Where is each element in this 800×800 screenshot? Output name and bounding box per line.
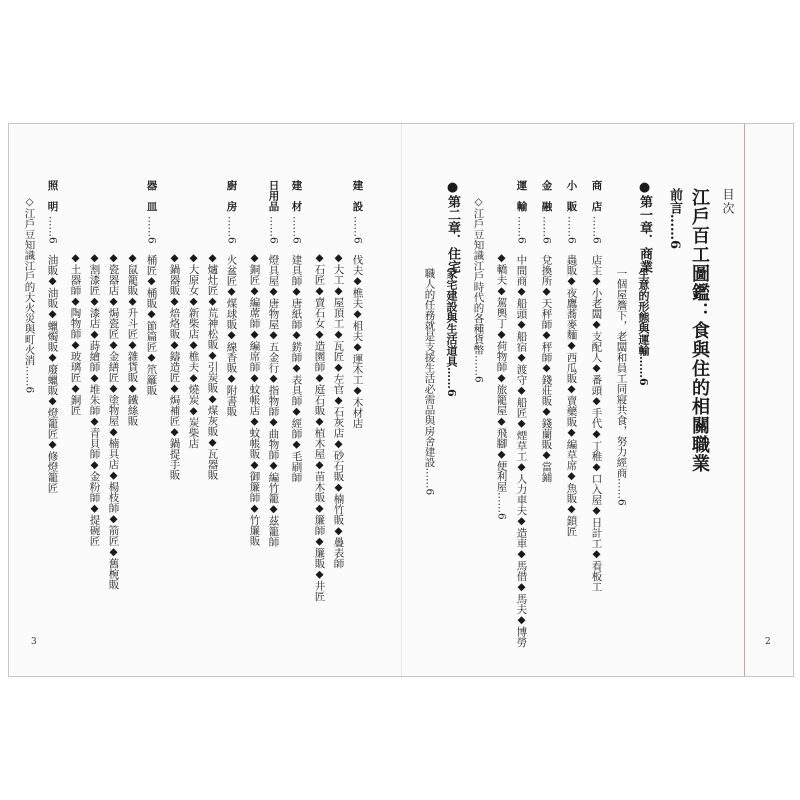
toc-items-finance: ……6 兌換所◆天秤師◆秤師◆錢莊販◆錢蘭販◆當鋪 xyxy=(540,216,553,483)
toc-items-vendor: ……6 蟲販◆夜鷹蕎麥麵◆西瓜販◆賣藥販◆編草席◆魚販◆鎖匠 xyxy=(565,216,578,537)
gutter xyxy=(401,124,402,676)
toc-items-utensils: ……6 桶匠◆桶販◆節篇匠◆笊籬販 xyxy=(145,216,158,396)
toc-items-daily-goods-cont: ◆銅匠◆編蓆師◆編席師◆蚊帳店◆蚊帳販◆御簾師◆竹簾販 xyxy=(248,252,261,546)
page-number-left: 3 xyxy=(31,637,37,647)
page-number-right: 2 xyxy=(765,637,771,647)
toc-items-kitchen-cont2: ◆大原女◆新柴店◆樵夫◆燒炭◆炭柴店 xyxy=(187,252,200,449)
toc-category-utensils: 器 皿 xyxy=(145,180,158,212)
toc-items-materials: ……6 建具師◆唐紙師◆錺師◆表具師◆經師◆毛刷師 xyxy=(290,216,303,483)
page-edge-line xyxy=(744,124,745,676)
toc-category-shop: 商 店 xyxy=(590,180,603,212)
toc-items-utensils-cont3: ◆割漆匠◆漆店◆蒔繪師◆堆朱師◆青貝師◆金粉師◆提碗匠 xyxy=(88,252,101,546)
toc-category-kitchen: 廚 房 xyxy=(225,180,238,212)
toc-items-construction: ……6 伐夫◆樵夫◆柤夫◆運木工◆木材店 xyxy=(351,216,364,429)
toc-items-transport: ……6 中間商◆船頭◆船宿◆渡守◆船匠◆煙草工◆人力車夫◆造車◆馬借◆馬夫◆博勞 xyxy=(515,216,528,648)
toc-items-shop: ……6 店主◆小老闆◆支配人◆番頭◆手代◆丁稚◆口入屋◆日計工◆看板工 xyxy=(590,216,603,592)
toc-label: 目次 xyxy=(721,188,735,216)
toc-category-finance: 金 融 xyxy=(540,180,553,212)
toc-items-construction-cont1: ◆大工◆屋頂工◆瓦匠◆左官◆石灰店◆砂石販◆楠竹販◆疊表師 xyxy=(332,252,345,569)
toc-items-lighting: ……6 油販◆油販◆蠟燭販◆廢蠟販◆燈籠匠◆修燈籠匠 xyxy=(46,216,59,493)
chapter2-trivia-note: ◇江戶豆知識江戶的大火災與町火消……6 xyxy=(23,196,36,394)
chapter1-subtitle: 生意的形態與運輸……6 xyxy=(637,268,650,386)
toc-items-kitchen-cont3: ◆鍋器販◆焙烙販◆鑄造匠◆焗補匠◆鍋提手販 xyxy=(168,252,181,480)
toc-category-lighting: 照 明 xyxy=(46,180,59,212)
preface-entry: 前言……6 xyxy=(667,188,682,250)
chapter1-heading: ●第一章．商業 xyxy=(637,180,652,273)
toc-category-transport: 運 輸 xyxy=(515,180,528,212)
toc-items-daily-goods: ……6 燈具屋◆唐物屋◆五金行◆指物師◆曲物師◆編竹籠◆茲籠師 xyxy=(267,216,280,547)
chapter1-subnote: 一個屋簷下，老闆和員工同寢共食，努力經商……6 xyxy=(615,268,628,506)
toc-category-materials: 建 材 xyxy=(290,180,303,212)
chapter2-subnote: 職人的任務就是支援生活必需品與房舍建設……6 xyxy=(423,268,436,496)
chapter2-heading: ●第二章．住宅 xyxy=(445,180,460,273)
chapter2-subtitle: 家宅建設與生活道具……6 xyxy=(445,268,458,397)
toc-items-kitchen: ……6 火盆匠◆煤球販◆線香販◆附書販 xyxy=(225,216,238,417)
chapter1-trivia-note: ◇江戶豆知識江戶時代的各種貨幣……6 xyxy=(472,196,485,383)
toc-category-vendor: 小 販 xyxy=(565,180,578,212)
book-title: 江戶百工圖鑑：食與住的相關職業 xyxy=(689,188,710,473)
toc-items-construction-cont2: ◆石匠◆賣石女◆造園師◆庭石販◆植木屋◆苗木販◆簾師◆簾販◆井匠 xyxy=(313,252,326,602)
toc-items-kitchen-cont1: ◆爐灶匠◆荒神松販◆引炭販◆煤灰販◆瓦器販 xyxy=(206,252,219,480)
toc-items-utensils-cont4: ◆土器師◆陶物師◆玻璃匠◆銅匠 xyxy=(69,252,82,416)
toc-items-utensils-cont1: ◆鼠籠販◆升斗匠◆雜貨販◆鐵絲販 xyxy=(126,252,139,426)
toc-items-transport-cont: ◆轎夫◆駕輿丁◆荷物師◆旅籠屋◆飛腳◆便利屋……6 xyxy=(495,252,508,520)
toc-category-construction: 建 設 xyxy=(351,180,364,212)
toc-items-utensils-cont2: ◆瓷器店◆焗瓷匠◆金繕匠◆塗物屋◆楠具店◆楊枝師◆箭匠◆舊椀販 xyxy=(107,252,120,590)
toc-category-daily-goods: 日用品 xyxy=(267,180,280,212)
